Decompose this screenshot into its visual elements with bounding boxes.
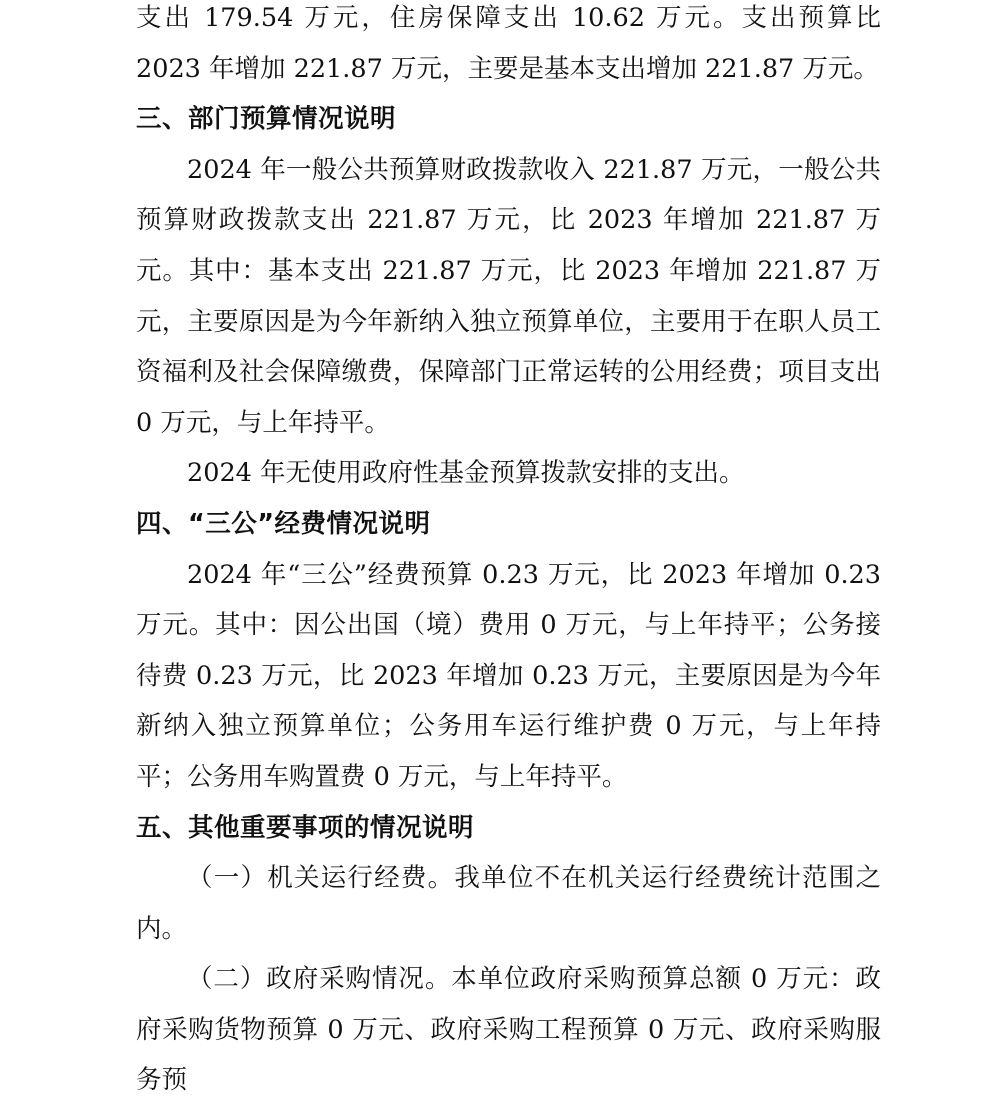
section-heading-department-budget: 三、部门预算情况说明 xyxy=(136,104,397,135)
paragraph-government-fund: 2024 年无使用政府性基金预算拨款安排的支出。 xyxy=(187,458,745,489)
paragraph-operating-expenses: （一）机关运行经费。我单位不在机关运行经费统计范围之内。 xyxy=(136,863,881,944)
section-heading-three-public-expenses: 四、“三公”经费情况说明 xyxy=(136,508,431,539)
section-heading-other-matters: 五、其他重要事项的情况说明 xyxy=(136,812,475,843)
document-page xyxy=(136,0,881,1106)
paragraph-expense-summary: 支出 179.54 万元，住房保障支出 10.62 万元。支出预算比 2023 年增加 221.87 万元，主要是基本支出增加 221.87 万元。 xyxy=(136,3,881,84)
paragraph-government-procurement: （二）政府采购情况。本单位政府采购预算总额 0 万元：政府采购货物预算 0 万元、政府采购工程预算 0 万元、政府采购服务预 xyxy=(136,964,881,1096)
paragraph-three-public-expenses: 2024 年“三公”经费预算 0.23 万元，比 2023 年增加 0.23 万元。其中：因公出国（境）费用 0 万元，与上年持平；公务接待费 0.23 万元，比 2023 年增加 0.23 万元，主要原因是为今年新纳入独立预算单位；公务用车运行维护费 0 万元，与上年持平；公务用车购置费 0 万元，与上年持平。 xyxy=(136,559,881,792)
paragraph-general-public-budget: 2024 年一般公共预算财政拨款收入 221.87 万元，一般公共预算财政拨款支出 221.87 万元，比 2023 年增加 221.87 万元。其中：基本支出 221.87 万元，比 2023 年增加 221.87 万元，主要原因是为今年新纳入独立预算单位，主要用于在职人员工资福利及社会保障缴费，保障部门正常运转的公用经费；项目支出 0 万元，与上年持平。 xyxy=(136,154,881,438)
